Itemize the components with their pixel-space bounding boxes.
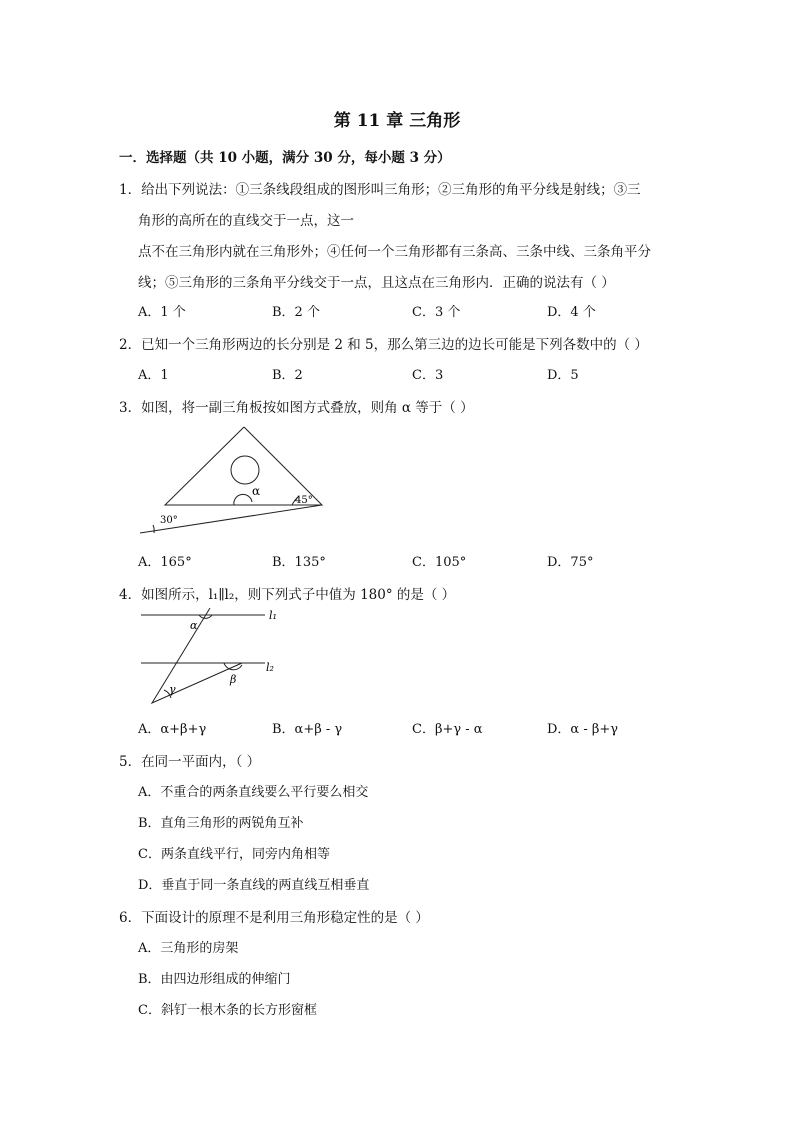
section-heading: 一．选择题（共 10 小题，满分 30 分，每小题 3 分） xyxy=(119,150,451,166)
q5-option-d: D．垂直于同一条直线的两直线互相垂直 xyxy=(138,878,370,893)
q3-option-b: B．135° xyxy=(272,555,326,570)
q6-option-a: A．三角形的房架 xyxy=(138,941,239,956)
q4-figure-parallel-lines xyxy=(138,605,288,710)
q1-option-d: D．4 个 xyxy=(547,305,596,320)
q6-option-c: C．斜钉一根木条的长方形窗框 xyxy=(138,1003,317,1018)
q1-line-3: 点不在三角形内就在三角形外；④任何一个三角形都有三条高、三条中线、三条角平分 xyxy=(138,244,651,260)
q2-option-d: D．5 xyxy=(547,368,579,383)
q5-stem: 5．在同一平面内，（ ） xyxy=(119,754,261,770)
q5-option-b: B．直角三角形的两锐角互补 xyxy=(138,816,304,831)
q2-option-b: B．2 xyxy=(272,368,303,383)
q2-option-a: A．1 xyxy=(138,368,169,383)
q1-option-c: C．3 个 xyxy=(412,305,461,320)
q6-option-b: B．由四边形组成的伸缩门 xyxy=(138,972,291,987)
q1-line-2: 角形的高所在的直线交于一点，这一 xyxy=(138,213,354,229)
q1-option-b: B．2 个 xyxy=(272,305,320,320)
q1-line-1: 1．给出下列说法：①三条线段组成的图形叫三角形；②三角形的角平分线是射线；③三 xyxy=(119,182,641,198)
q1-option-a: A．1 个 xyxy=(138,305,186,320)
q4-stem: 4．如图所示，l₁∥l₂，则下列式子中值为 180° 的是（ ） xyxy=(119,587,456,603)
q4-beta-label: β xyxy=(230,673,237,686)
q4-option-b: B．α+β - γ xyxy=(272,722,343,737)
q5-option-a: A．不重合的两条直线要么平行要么相交 xyxy=(138,785,369,800)
q4-option-a: A．α+β+γ xyxy=(138,722,207,737)
q4-alpha-label: α xyxy=(190,619,198,632)
q3-45-label: 45° xyxy=(295,495,313,506)
q3-option-d: D．75° xyxy=(547,555,594,570)
q3-stem: 3．如图，将一副三角板按如图方式叠放，则角 α 等于（ ） xyxy=(119,400,474,416)
q4-gamma-label: γ xyxy=(169,683,176,696)
q6-stem: 6．下面设计的原理不是利用三角形稳定性的是（ ） xyxy=(119,910,429,926)
q5-option-c: C．两条直线平行，同旁内角相等 xyxy=(138,847,330,862)
q1-line-4: 线；⑤三角形的三条角平分线交于一点，且这点在三角形内．正确的说法有（ ） xyxy=(138,275,615,291)
page-title: 第 11 章 三角形 xyxy=(333,111,461,131)
q3-option-a: A．165° xyxy=(138,555,192,570)
q4-l2-label: l₂ xyxy=(266,661,274,674)
q2-stem: 2．已知一个三角形两边的长分别是 2 和 5，那么第三边的边长可能是下列各数中的（ ） xyxy=(119,337,648,353)
q4-l1-label: l₁ xyxy=(269,609,277,622)
q3-30-label: 30° xyxy=(160,515,178,526)
q3-option-c: C．105° xyxy=(412,555,467,570)
q4-option-c: C．β+γ - α xyxy=(412,722,483,737)
q2-option-c: C．3 xyxy=(412,368,444,383)
q4-option-d: D．α - β+γ xyxy=(547,722,619,737)
q3-alpha-label: α xyxy=(252,484,261,498)
q3-figure-triangle-rulers xyxy=(138,424,328,536)
